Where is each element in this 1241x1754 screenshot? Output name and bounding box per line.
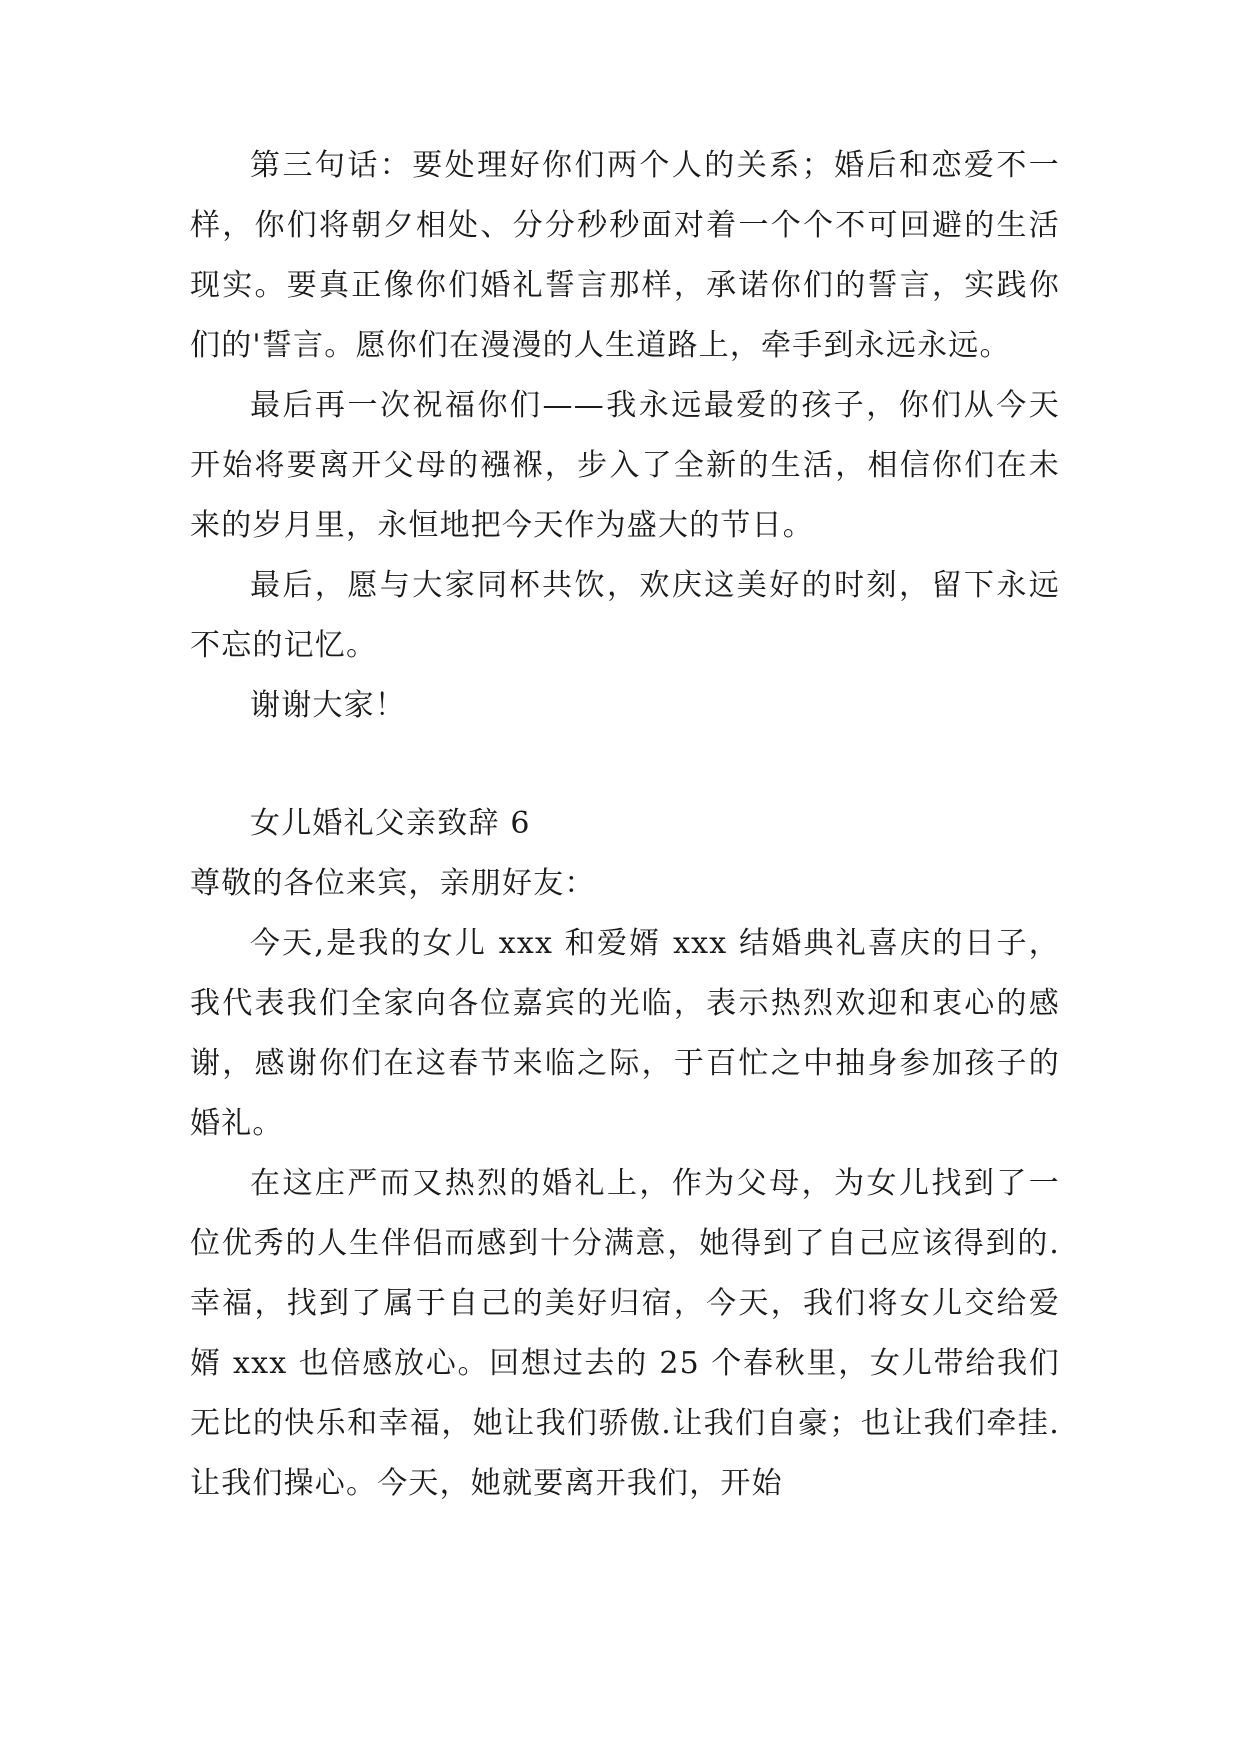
- paragraph-today-wedding: 今天,是我的女儿 xxx 和爱婿 xxx 结婚典礼喜庆的日子，我代表我们全家向各位嘉宾的光临，表示热烈欢迎和衷心的感谢，感谢你们在这春节来临之际，于百忙之中抽身参加孩子的婚礼。: [190, 926, 1060, 1141]
- paragraph-third-sentence: 第三句话：要处理好你们两个人的关系；婚后和恋爱不一样，你们将朝夕相处、分分秒秒面对着一个个不可回避的生活现实。要真正像你们婚礼誓言那样，承诺你们的誓言，实践你们的'誓言。愿你们在漫漫的人生道路上，牵手到永远永远。: [190, 148, 1060, 363]
- paragraph-final-blessing: 最后再一次祝福你们——我永远最爱的孩子，你们从今天开始将要离开父母的襁褓，步入了全新的生活，相信你们在未来的岁月里，永恒地把今天作为盛大的节日。: [190, 388, 1060, 543]
- paragraph-solemn-wedding: 在这庄严而又热烈的婚礼上，作为父母，为女儿找到了一位优秀的人生伴侣而感到十分满意，她得到了自己应该得到的.幸福，找到了属于自己的美好归宿，今天，我们将女儿交给爱婿 xxx 也倍感放心。回想过去的 25 个春秋里，女儿带给我们无比的快乐和幸福，她让我们骄傲.让我们自豪；也让我们牵挂.让我们操心。今天，她就要离开我们，开始: [190, 1166, 1060, 1501]
- paragraph-toast: 最后，愿与大家同杯共饮，欢庆这美好的时刻，留下永远不忘的记忆。: [190, 568, 1060, 663]
- salutation: 尊敬的各位来宾，亲朋好友：: [190, 866, 596, 901]
- section-title: 女儿婚礼父亲致辞 6: [250, 806, 531, 841]
- document-body: [190, 136, 1060, 1514]
- paragraph-thanks: 谢谢大家！: [250, 688, 406, 723]
